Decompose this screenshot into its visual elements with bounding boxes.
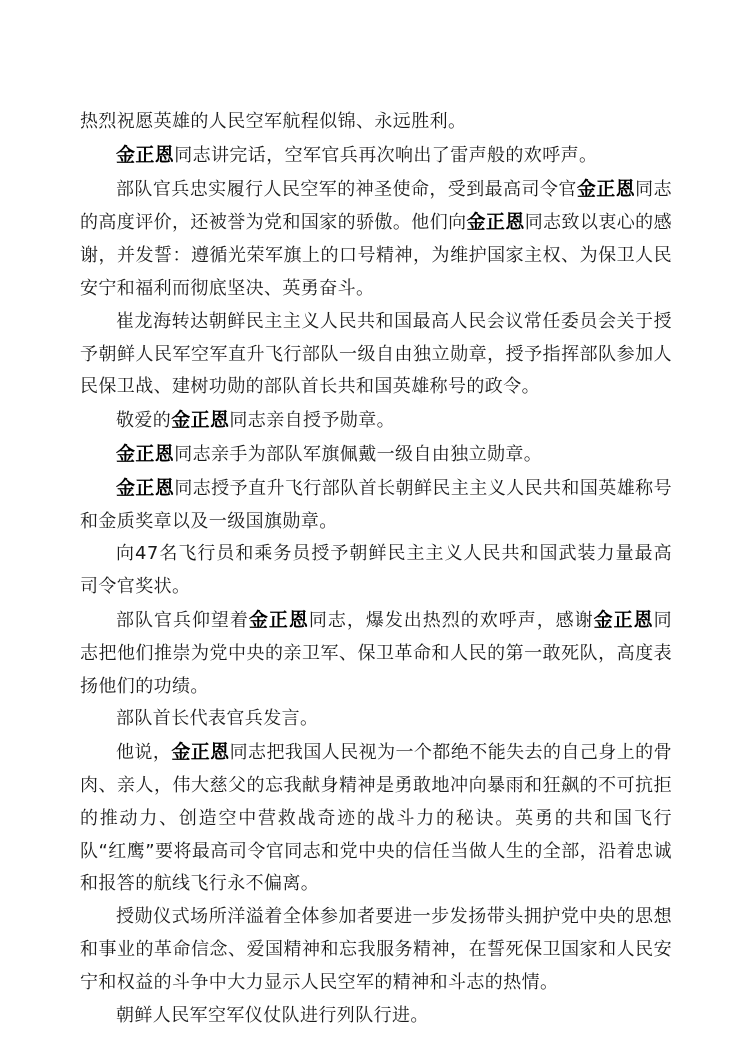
paragraph-text: 授勋仪式场所洋溢着全体参加者要进一步发扬带头拥护党中央的思想和事业的革命信念、爱国精神和忘我服务精神，在誓死保卫国家和人民安宁和权益的斗争中大力显示人民空军的精神和斗志的热情。 <box>80 906 672 993</box>
paragraph <box>80 1000 672 1033</box>
paragraph-text: 热烈祝愿英雄的人民空军航程似锦、永远胜利。 <box>80 111 467 132</box>
paragraph-text: 向47名飞行员和乘务员授予朝鲜民主主义人民共和国武装力量最高司令官奖状。 <box>80 543 672 598</box>
paragraph <box>80 173 672 306</box>
leader-name: 金正恩 <box>171 741 230 764</box>
paragraph <box>80 538 672 604</box>
leader-name: 金正恩 <box>171 409 230 432</box>
leader-name: 金正恩 <box>248 608 309 631</box>
paragraph-text: 同志讲完话，空军官兵再次响出了雷声般的欢呼声。 <box>174 144 598 166</box>
leader-name: 金正恩 <box>116 143 175 166</box>
paragraph-text: 他说， <box>116 742 172 764</box>
paragraph-text: 崔龙海转达朝鲜民主主义人民共和国最高人民会议常任委员会关于授予朝鲜人民军空军直升飞行部队一级自由独立勋章，授予指挥部队参加人民保卫战、建树功勋的部队首长共和国英雄称号的政令。 <box>80 310 672 398</box>
leader-name: 金正恩 <box>116 476 175 499</box>
article-body <box>80 106 672 1032</box>
leader-name: 金正恩 <box>466 211 525 234</box>
paragraph <box>80 604 672 703</box>
paragraph-text: 部队官兵仰望着 <box>116 609 249 631</box>
paragraph <box>80 404 672 438</box>
leader-name: 金正恩 <box>576 177 636 200</box>
paragraph <box>80 139 672 173</box>
paragraph-text: 部队首长代表官兵发言。 <box>116 708 319 730</box>
leader-name: 金正恩 <box>116 442 175 465</box>
paragraph <box>80 703 672 736</box>
paragraph-text: 同志授予直升飞行部队首长朝鲜民主主义人民共和国英雄称号和金质奖章以及一级国旗勋章。 <box>80 477 672 532</box>
paragraph-text: 敬爱的 <box>116 410 172 432</box>
paragraph <box>80 901 672 999</box>
paragraph <box>80 106 672 139</box>
paragraph-text: 同志把他们推崇为党中央的亲卫军、保卫革命和人民的第一敢死队，高度表扬他们的功绩。 <box>80 609 673 697</box>
paragraph-text: 同志致以衷心的感谢，并发誓：遵循光荣军旗上的口号精神，为维护国家主权、为保卫人民安宁和福利而彻底坚决、英勇奋斗。 <box>80 212 672 299</box>
paragraph-text: 部队官兵忠实履行人民空军的神圣使命，受到最高司令官 <box>116 178 577 200</box>
paragraph-text: 同志亲自授予勋章。 <box>229 410 396 432</box>
paragraph-text: 朝鲜人民军空军仪仗队进行列队行进。 <box>116 1004 429 1026</box>
paragraph-text: 同志把我国人民视为一个都绝不能失去的自己身上的骨肉、亲人，伟大慈父的忘我献身精神是勇敢地冲向暴雨和狂飙的不可抗拒的推动力、创造空中营救战奇迹的战斗力的秘诀。英勇的共和国飞行队“红鹰”要将最高司令官同志和党中央的信任当做人生的全部，沿着忠诚和报答的航线飞行永不偏离。 <box>80 742 673 895</box>
paragraph <box>80 306 672 404</box>
paragraph-text: 同志亲手为部队军旗佩戴一级自由独立勋章。 <box>174 443 543 465</box>
paragraph <box>80 472 672 539</box>
paragraph <box>80 736 672 901</box>
paragraph-text: 同志，爆发出热烈的欢呼声，感谢 <box>308 609 594 631</box>
paragraph <box>80 438 672 472</box>
leader-name: 金正恩 <box>593 608 654 631</box>
paragraph-text: 同志的高度评价，还被誉为党和国家的骄傲。他们向 <box>80 178 673 234</box>
